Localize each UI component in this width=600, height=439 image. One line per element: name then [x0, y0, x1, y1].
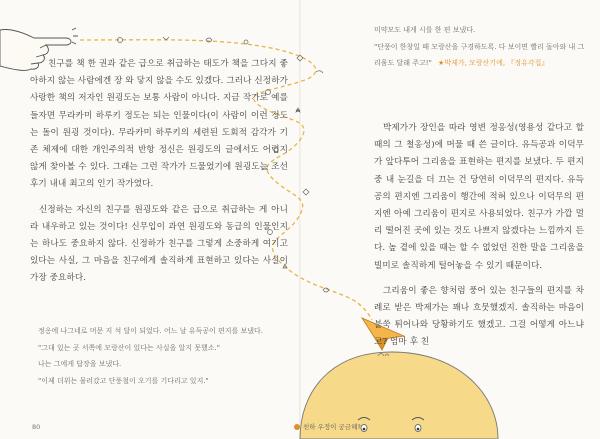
quote-line: 미약모도 내게 시를 한 편 보냈다.	[374, 26, 476, 34]
left-body-text	[30, 56, 288, 296]
running-head	[294, 422, 361, 431]
quote-line: "이제 더위는 물러갔고 단풍철이 오기를 기다리고 있지."	[38, 376, 209, 385]
quote-line: "그대 있는 곳 서쪽에 모랑산이 있다는 사실을 알지 못했소."	[38, 343, 220, 352]
paragraph: 신정하는 자신의 친구를 원굉도와 같은 급으로 취급하는 게 아니라 내우하고 있는 것이다! 신무입이 과연 원굉도와 동급의 인물인지는 하나도 중요하지 않다. 신정하가 친구를 그렇게 소중하게 여기고 있다는 사실, 그 마음을 친구에게 솔직하게 표현하고 있다는 사실이 가장 중요하다.	[30, 204, 288, 284]
quote-source: ★박제가, 모랑산기에, 『정유각집』	[438, 59, 549, 67]
right-quote-block	[374, 22, 586, 72]
quote-line: 리움도 달래 주고!"	[374, 59, 432, 67]
bullet-icon	[294, 424, 300, 430]
quote-line: "단풍이 한창일 때 모랑산을 구경하도록. 다 보이면 빨리 돌아와 내 그	[374, 42, 585, 51]
running-head-text: 친하 우정이 궁금해?	[303, 423, 361, 431]
left-quote-block	[38, 323, 290, 389]
paragraph: 박제가가 장인을 따라 영변 정옹성(영용성 같다고 할 때의 그 철옹성)에 머물 때 쓴 글이다. 유득공과 이덕무가 앞다투어 그리움을 표현하는 편지를 보냈다. 두 편지 중 내 눈길을 더 끄는 건 당연히 이덕무의 편지다. 유득공의 편지엔 그리움이 행간에 적혀 있으나 이덕무의 편지엔 아예 그리움이 편지로 사용되었다. 친구가 가깝 멀리 떨어진 곳에 있는 것도 나쁘지 않겠다는 느낌까지 든다. 높 곁에 있을 때는 할 수 없었던 진한 말을 그리움을 빌미로 솔직하게 털어놓을 수 있기 때문이다.	[374, 123, 584, 271]
quote-line: 나는 그에게 답장을 보냈다.	[38, 360, 122, 368]
right-body-text	[374, 120, 584, 360]
paragraph: 그리움이 좋은 향처럼 풍어 있는 친구들의 편지를 차례로 받은 박제가는 꽤나 흐뭇했겠지. 솔직하는 마음이 불쑥 튀어나와 당황하기도 했겠고. 그걸 어떻게 아느냐고? 엄마 후 친	[374, 285, 584, 348]
paragraph: 친구를 책 한 권과 같은 급으로 취급하는 태도가 책을 그다지 좋아하지 않는 사람에겐 장 와 닿지 않을 수도 있겠다. 그러나 신정하가 사랑한 책의 저자인 원굉도는 보통 사람이 아니다. 지금 작가로 예를 들자면 무라카미 하루키 정도는 되는 인물이다(이 사람이 이런 정도는 돌이 원굉 것이다). 무라카미 하루키의 세련된 도회적 감각가 기존 체제에 대한 개인주의적 반항 정신은 원굉도의 글에서도 어렵지 않게 찾아볼 수 있다. 그래는 그런 작가가 드물었기에 원굉도는 조선 후기 내내 최고의 인기 작가였다.	[30, 59, 288, 190]
quote-line: 정옹에 나그네로 머문 지 석 달이 되었다. 어느 날 유득공이 편지를 보냈다.	[38, 327, 264, 335]
page-number: 80	[32, 423, 41, 431]
